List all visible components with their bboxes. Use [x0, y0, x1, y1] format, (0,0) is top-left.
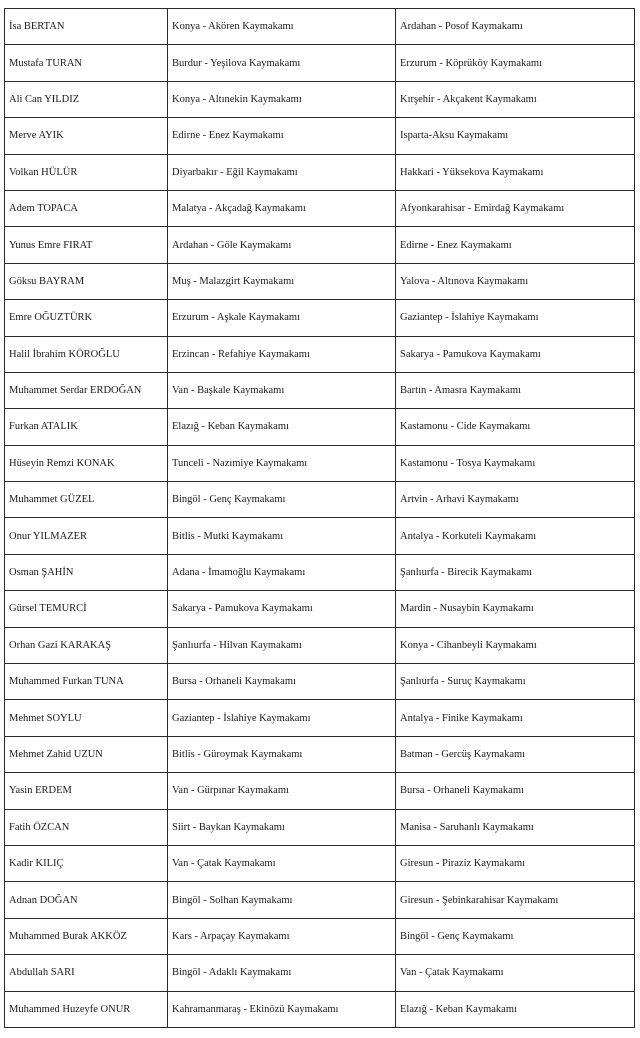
- new-post-cell: Bursa - Orhaneli Kaymakamı: [396, 773, 635, 809]
- new-post-cell: Antalya - Finike Kaymakamı: [396, 700, 635, 736]
- person-name-cell: Abdullah SARI: [5, 955, 168, 991]
- table-row: [5, 409, 635, 445]
- current-post-cell: Bitlis - Güroymak Kaymakamı: [168, 736, 396, 772]
- table-row: [5, 991, 635, 1027]
- person-name-cell: Volkan HÜLÜR: [5, 154, 168, 190]
- table-row: [5, 372, 635, 408]
- current-post-cell: Van - Başkale Kaymakamı: [168, 372, 396, 408]
- current-post-cell: Erzincan - Refahiye Kaymakamı: [168, 336, 396, 372]
- new-post-cell: Erzurum - Köprüköy Kaymakamı: [396, 45, 635, 81]
- new-post-cell: Isparta-Aksu Kaymakamı: [396, 118, 635, 154]
- current-post-cell: Elazığ - Keban Kaymakamı: [168, 409, 396, 445]
- new-post-cell: Kastamonu - Cide Kaymakamı: [396, 409, 635, 445]
- table-row: [5, 518, 635, 554]
- person-name-cell: Kadir KILIÇ: [5, 845, 168, 881]
- current-post-cell: Sakarya - Pamukova Kaymakamı: [168, 591, 396, 627]
- person-name-cell: Adem TOPACA: [5, 190, 168, 226]
- person-name-cell: Osman ŞAHİN: [5, 554, 168, 590]
- new-post-cell: Antalya - Korkuteli Kaymakamı: [396, 518, 635, 554]
- current-post-cell: Muş - Malazgirt Kaymakamı: [168, 263, 396, 299]
- person-name-cell: Mehmet Zahid UZUN: [5, 736, 168, 772]
- table-row: [5, 482, 635, 518]
- table-row: [5, 700, 635, 736]
- current-post-cell: Bingöl - Solhan Kaymakamı: [168, 882, 396, 918]
- table-row: [5, 664, 635, 700]
- current-post-cell: Gaziantep - İslahiye Kaymakamı: [168, 700, 396, 736]
- person-name-cell: Furkan ATALIK: [5, 409, 168, 445]
- table-row: [5, 955, 635, 991]
- current-post-cell: Kahramanmaraş - Ekinözü Kaymakamı: [168, 991, 396, 1027]
- person-name-cell: Yunus Emre FIRAT: [5, 227, 168, 263]
- person-name-cell: Merve AYIK: [5, 118, 168, 154]
- table-row: [5, 445, 635, 481]
- person-name-cell: Emre OĞUZTÜRK: [5, 300, 168, 336]
- person-name-cell: İsa BERTAN: [5, 9, 168, 45]
- table-row: [5, 300, 635, 336]
- current-post-cell: Bursa - Orhaneli Kaymakamı: [168, 664, 396, 700]
- person-name-cell: Muhammed Huzeyfe ONUR: [5, 991, 168, 1027]
- current-post-cell: Diyarbakır - Eğil Kaymakamı: [168, 154, 396, 190]
- table-row: [5, 554, 635, 590]
- table-row: [5, 263, 635, 299]
- new-post-cell: Kastamonu - Tosya Kaymakamı: [396, 445, 635, 481]
- new-post-cell: Şanlıurfa - Birecik Kaymakamı: [396, 554, 635, 590]
- table-row: [5, 45, 635, 81]
- current-post-cell: Bingöl - Adaklı Kaymakamı: [168, 955, 396, 991]
- new-post-cell: Mardin - Nusaybin Kaymakamı: [396, 591, 635, 627]
- person-name-cell: Gürsel TEMURCİ: [5, 591, 168, 627]
- person-name-cell: Mustafa TURAN: [5, 45, 168, 81]
- current-post-cell: Van - Gürpınar Kaymakamı: [168, 773, 396, 809]
- new-post-cell: Elazığ - Keban Kaymakamı: [396, 991, 635, 1027]
- new-post-cell: Manisa - Saruhanlı Kaymakamı: [396, 809, 635, 845]
- person-name-cell: Muhammet GÜZEL: [5, 482, 168, 518]
- person-name-cell: Orhan Gazi KARAKAŞ: [5, 627, 168, 663]
- current-post-cell: Ardahan - Göle Kaymakamı: [168, 227, 396, 263]
- person-name-cell: Adnan DOĞAN: [5, 882, 168, 918]
- current-post-cell: Şanlıurfa - Hilvan Kaymakamı: [168, 627, 396, 663]
- current-post-cell: Burdur - Yeşilova Kaymakamı: [168, 45, 396, 81]
- table-row: [5, 154, 635, 190]
- person-name-cell: Göksu BAYRAM: [5, 263, 168, 299]
- person-name-cell: Halil İbrahim KÖROĞLU: [5, 336, 168, 372]
- person-name-cell: Hüseyin Remzi KONAK: [5, 445, 168, 481]
- current-post-cell: Kars - Arpaçay Kaymakamı: [168, 918, 396, 954]
- person-name-cell: Yasin ERDEM: [5, 773, 168, 809]
- new-post-cell: Ardahan - Posof Kaymakamı: [396, 9, 635, 45]
- current-post-cell: Erzurum - Aşkale Kaymakamı: [168, 300, 396, 336]
- table-row: [5, 190, 635, 226]
- new-post-cell: Konya - Cihanbeyli Kaymakamı: [396, 627, 635, 663]
- new-post-cell: Kırşehir - Akçakent Kaymakamı: [396, 81, 635, 117]
- new-post-cell: Yalova - Altınova Kaymakamı: [396, 263, 635, 299]
- table-row: [5, 882, 635, 918]
- document-page: [4, 8, 634, 1028]
- table-row: [5, 809, 635, 845]
- current-post-cell: Bingöl - Genç Kaymakamı: [168, 482, 396, 518]
- new-post-cell: Edirne - Enez Kaymakamı: [396, 227, 635, 263]
- current-post-cell: Bitlis - Mutki Kaymakamı: [168, 518, 396, 554]
- table-row: [5, 118, 635, 154]
- person-name-cell: Mehmet SOYLU: [5, 700, 168, 736]
- table-row: [5, 845, 635, 881]
- new-post-cell: Van - Çatak Kaymakamı: [396, 955, 635, 991]
- new-post-cell: Artvin - Arhavi Kaymakamı: [396, 482, 635, 518]
- person-name-cell: Ali Can YILDIZ: [5, 81, 168, 117]
- current-post-cell: Konya - Altınekin Kaymakamı: [168, 81, 396, 117]
- new-post-cell: Batman - Gercüş Kaymakamı: [396, 736, 635, 772]
- table-row: [5, 9, 635, 45]
- table-row: [5, 227, 635, 263]
- new-post-cell: Bingöl - Genç Kaymakamı: [396, 918, 635, 954]
- person-name-cell: Onur YILMAZER: [5, 518, 168, 554]
- new-post-cell: Sakarya - Pamukova Kaymakamı: [396, 336, 635, 372]
- table-row: [5, 773, 635, 809]
- table-row: [5, 81, 635, 117]
- assignment-table-body: [5, 9, 635, 1028]
- current-post-cell: Konya - Akören Kaymakamı: [168, 9, 396, 45]
- table-row: [5, 627, 635, 663]
- new-post-cell: Gaziantep - İslahiye Kaymakamı: [396, 300, 635, 336]
- current-post-cell: Van - Çatak Kaymakamı: [168, 845, 396, 881]
- current-post-cell: Edirne - Enez Kaymakamı: [168, 118, 396, 154]
- new-post-cell: Hakkari - Yüksekova Kaymakamı: [396, 154, 635, 190]
- new-post-cell: Giresun - Piraziz Kaymakamı: [396, 845, 635, 881]
- current-post-cell: Adana - İmamoğlu Kaymakamı: [168, 554, 396, 590]
- new-post-cell: Afyonkarahisar - Emirdağ Kaymakamı: [396, 190, 635, 226]
- assignment-table: [4, 8, 635, 1028]
- table-row: [5, 918, 635, 954]
- current-post-cell: Siirt - Baykan Kaymakamı: [168, 809, 396, 845]
- table-row: [5, 336, 635, 372]
- new-post-cell: Giresun - Şebinkarahisar Kaymakamı: [396, 882, 635, 918]
- person-name-cell: Muhammed Burak AKKÖZ: [5, 918, 168, 954]
- table-row: [5, 591, 635, 627]
- current-post-cell: Tunceli - Nazımiye Kaymakamı: [168, 445, 396, 481]
- new-post-cell: Bartın - Amasra Kaymakamı: [396, 372, 635, 408]
- person-name-cell: Muhammed Furkan TUNA: [5, 664, 168, 700]
- person-name-cell: Fatih ÖZCAN: [5, 809, 168, 845]
- new-post-cell: Şanlıurfa - Suruç Kaymakamı: [396, 664, 635, 700]
- person-name-cell: Muhammet Serdar ERDOĞAN: [5, 372, 168, 408]
- table-row: [5, 736, 635, 772]
- current-post-cell: Malatya - Akçadağ Kaymakamı: [168, 190, 396, 226]
